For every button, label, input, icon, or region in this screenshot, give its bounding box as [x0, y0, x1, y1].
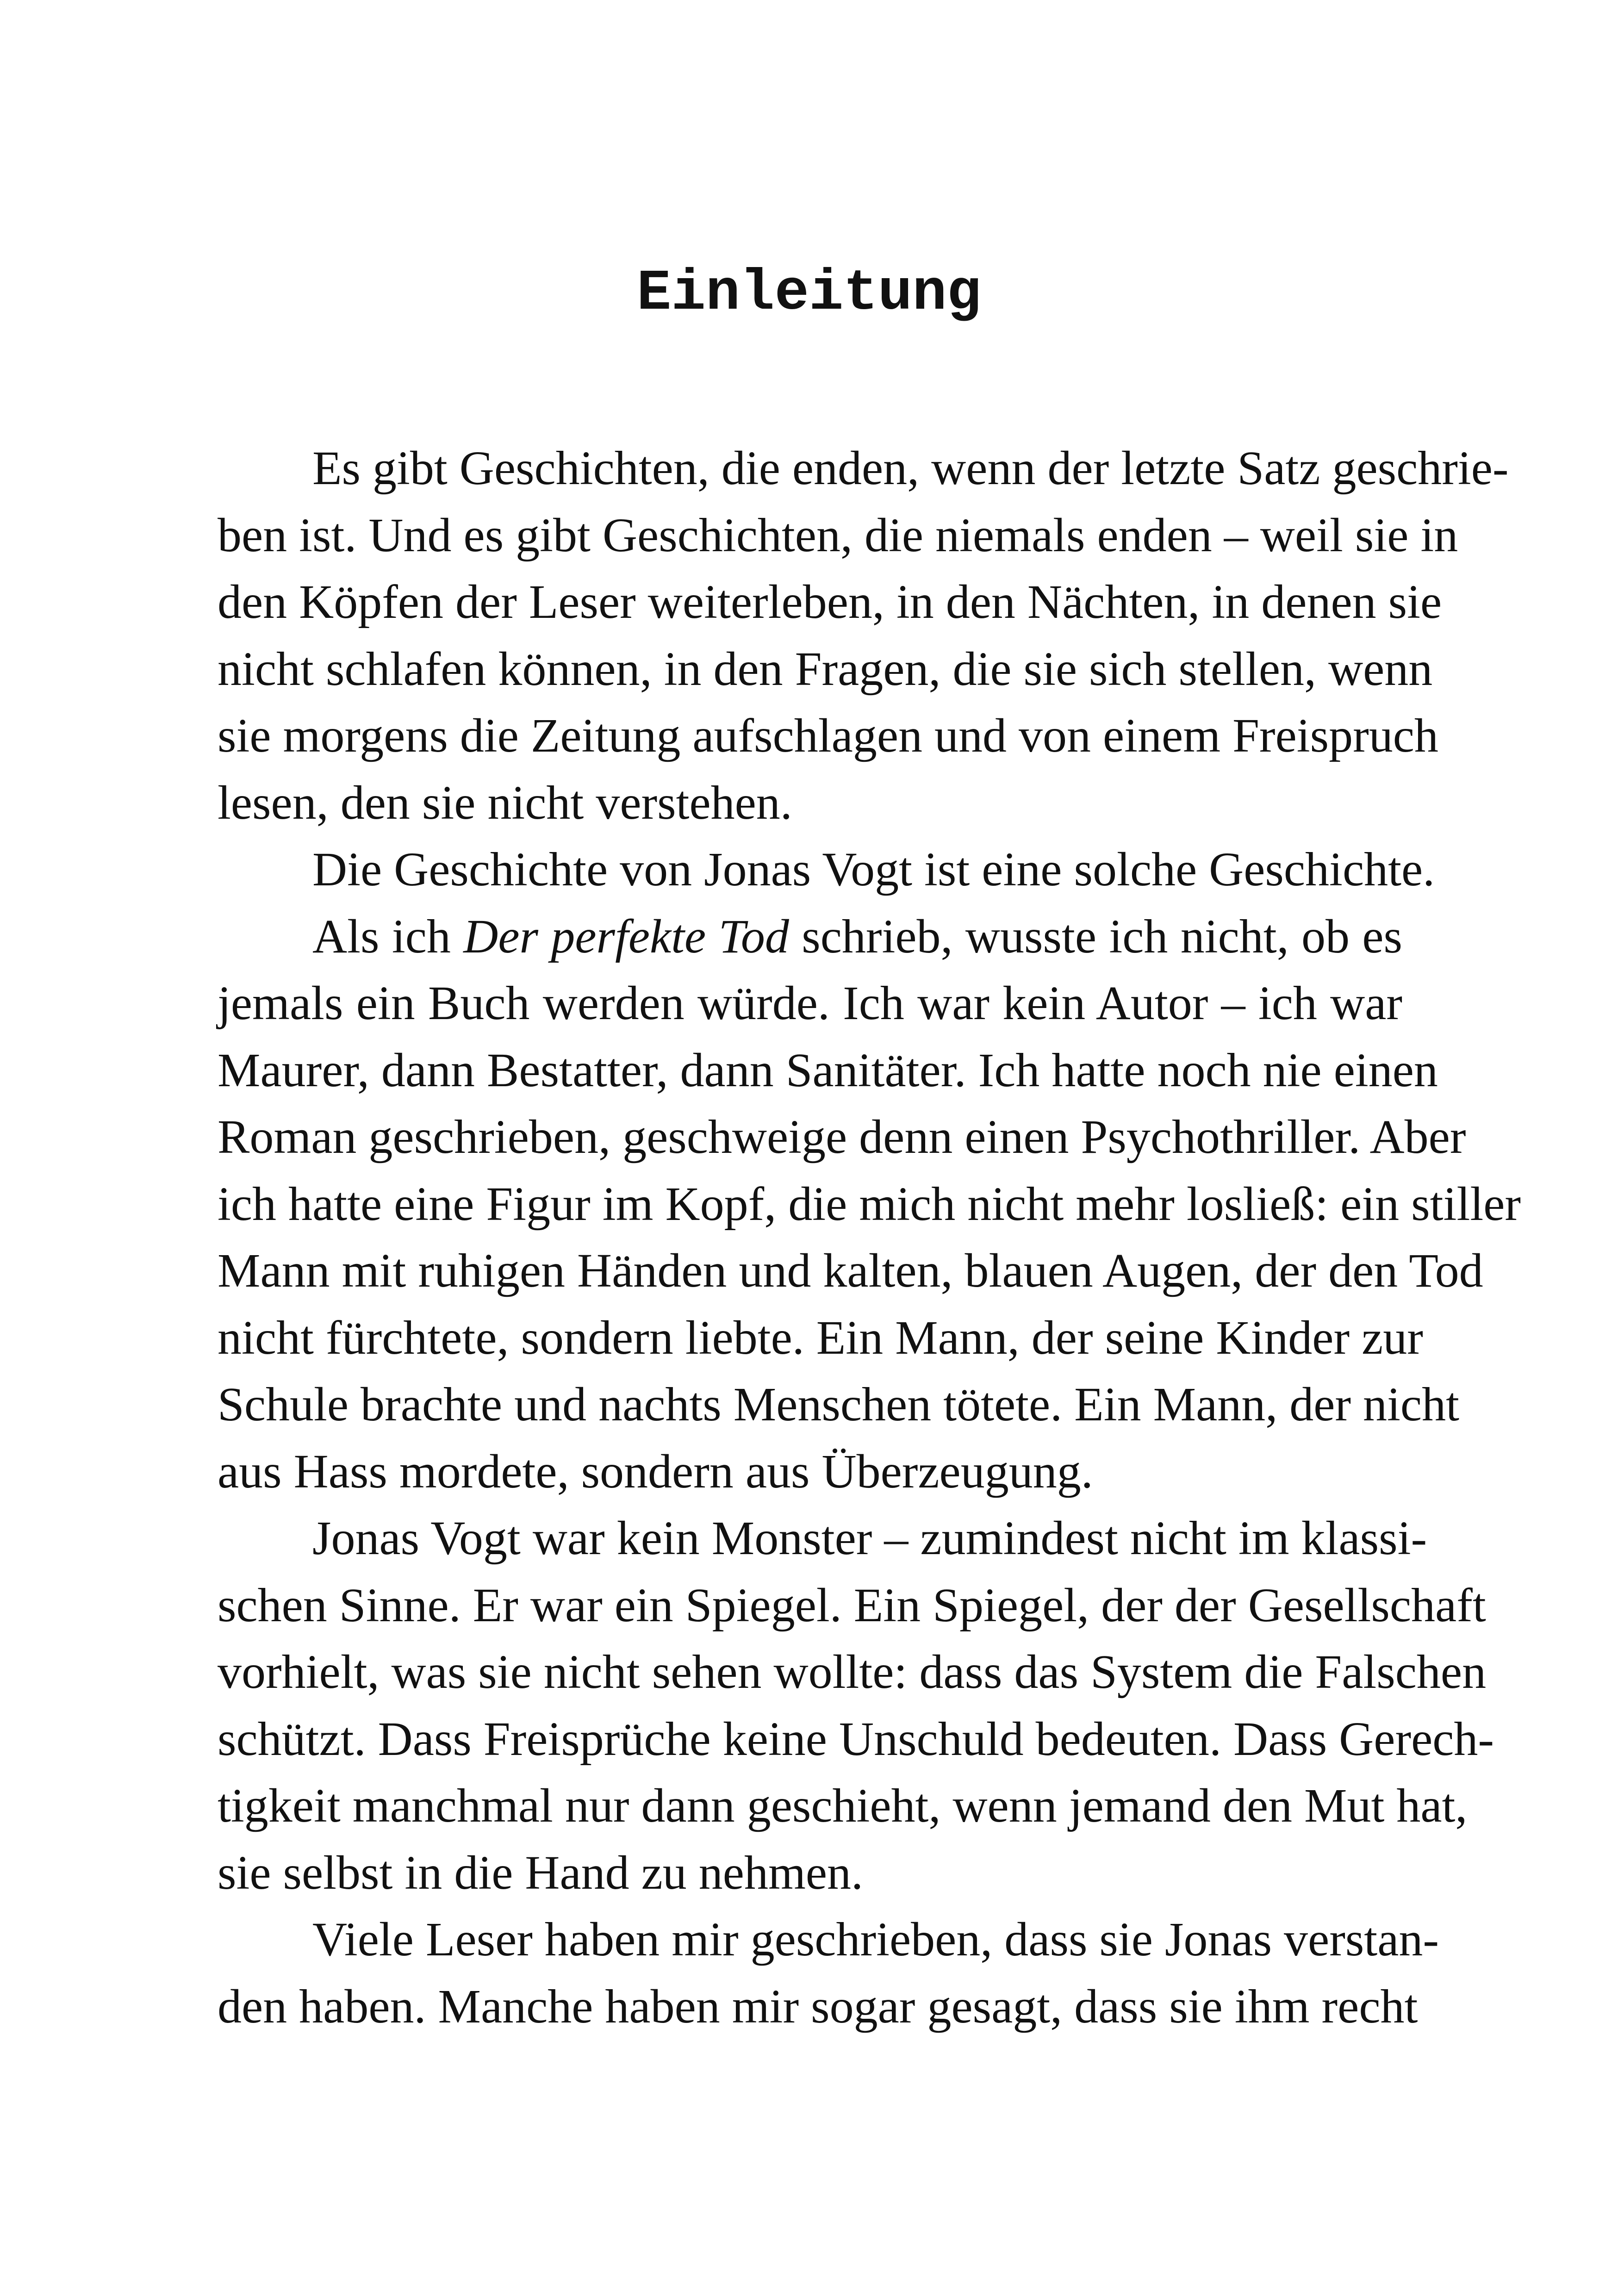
text-run: schrieb, wusste ich nicht, ob es	[789, 909, 1403, 963]
text-line: schützt. Dass Freisprüche keine Unschuld bedeuten. Dass Gerech-	[218, 1712, 1494, 1766]
body-text	[218, 435, 1521, 2040]
text-line: Mann mit ruhigen Händen und kalten, blauen Augen, der den Tod	[218, 1244, 1483, 1297]
text-line: schen Sinne. Er war ein Spiegel. Ein Spiegel, der der Gesellschaft	[218, 1578, 1486, 1632]
text-line: nicht fürchtete, sondern liebte. Ein Mann, der seine Kinder zur	[218, 1311, 1423, 1364]
paragraph-5	[218, 1906, 1439, 2040]
paragraph-3	[218, 903, 1521, 1506]
text-line: lesen, den sie nicht verstehen.	[218, 776, 792, 829]
text-line: Jonas Vogt war kein Monster – zumindest nicht im klassi-	[312, 1512, 1427, 1565]
book-title-italic: Der perfekte Tod	[463, 909, 789, 963]
text-line: aus Hass mordete, sondern aus Überzeugung.	[218, 1444, 1093, 1498]
text-line: Roman geschrieben, geschweige denn einen Psychothriller. Aber	[218, 1110, 1466, 1164]
text-line: jemals ein Buch werden würde. Ich war kein Autor – ich war	[218, 977, 1402, 1030]
paragraph-4	[218, 1505, 1494, 1906]
text-line: Schule brachte und nachts Menschen tötete. Ein Mann, der nicht	[218, 1378, 1459, 1431]
text-line: tigkeit manchmal nur dann geschieht, wenn jemand den Mut hat,	[218, 1779, 1468, 1832]
text-line: nicht schlafen können, in den Fragen, die sie sich stellen, wenn	[218, 642, 1433, 696]
text-line	[218, 903, 1402, 971]
text-line: Es gibt Geschichten, die enden, wenn der letzte Satz geschrie-	[312, 442, 1509, 495]
text-line: Viele Leser haben mir geschrieben, dass sie Jonas verstan-	[312, 1913, 1439, 1966]
paragraph-1	[218, 435, 1509, 836]
text-line: den Köpfen der Leser weiterleben, in den Nächten, in denen sie	[218, 575, 1442, 628]
text-line: ben ist. Und es gibt Geschichten, die niemals enden – weil sie in	[218, 508, 1458, 562]
text-line: ich hatte eine Figur im Kopf, die mich nicht mehr losließ: ein stiller	[218, 1177, 1521, 1231]
chapter-title: Einleitung	[636, 261, 982, 326]
text-line: den haben. Manche haben mir sogar gesagt, dass sie ihm recht	[218, 1979, 1418, 2033]
text-line: sie morgens die Zeitung aufschlagen und von einem Freispruch	[218, 709, 1438, 762]
text-line: Die Geschichte von Jonas Vogt ist eine solche Geschichte.	[312, 843, 1435, 896]
text-line: Maurer, dann Bestatter, dann Sanitäter. Ich hatte noch nie einen	[218, 1043, 1438, 1097]
text-line: sie selbst in die Hand zu nehmen.	[218, 1846, 864, 1899]
text-run: Als ich	[312, 909, 464, 963]
text-line: vorhielt, was sie nicht sehen wollte: dass das System die Falschen	[218, 1645, 1487, 1699]
paragraph-2	[218, 836, 1435, 903]
